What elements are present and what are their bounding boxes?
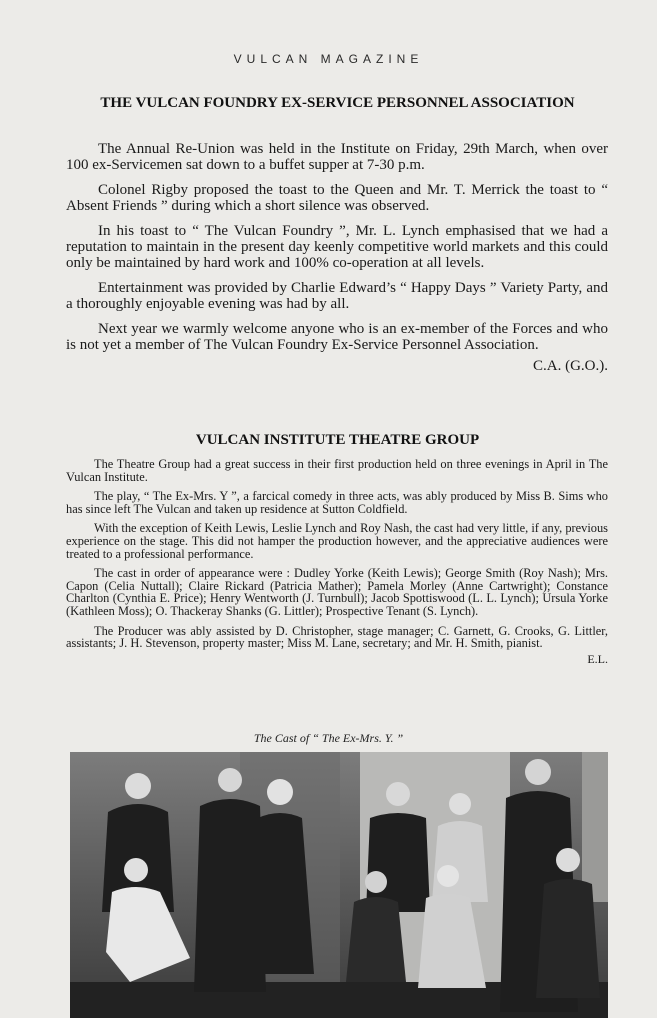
article2-paragraph-4: The cast in order of appearance were : Dudley Yorke (Keith Lewis); George Smith (Roy Nash); Mrs. Capon (Celia Nuttall); Claire Rickard (Patricia Mather); Pamela Morley (Anne Cartwright); Constance Charlton (Cynthia E. Price); Henry Wentworth (J. Turnbull); Jacob Spottiswood (L. L. Lynch); Ursula Yorke (Kathleen Moss); O. Thackeray Shanks (G. Littler); Prospective Tenant (S. Lynch). xyxy=(66,566,608,618)
article1-paragraph-1: The Annual Re-Union was held in the Institute on Friday, 29th March, when over 100 ex-Servicemen sat down to a buffet supper at 7-30 p.m. xyxy=(66,141,608,173)
article2-paragraph-1: The Theatre Group had a great success in their first production held on three evenings in April in The Vulcan Institute. xyxy=(66,457,608,484)
article2-signature: E.L. xyxy=(587,651,608,666)
cast-photo-illustration xyxy=(70,752,608,1018)
article1-paragraph-2: Colonel Rigby proposed the toast to the Queen and Mr. T. Merrick the toast to “ Absent Friends ” during which a short silence was observed. xyxy=(66,182,608,214)
article1-paragraph-4: Entertainment was provided by Charlie Edward’s “ Happy Days ” Variety Party, and a thoroughly enjoyable evening was had by all. xyxy=(66,280,608,312)
article1-title: THE VULCAN FOUNDRY EX-SERVICE PERSONNEL ASSOCIATION xyxy=(100,95,575,111)
article1-signature: C.A. (G.O.). xyxy=(533,358,608,374)
article2-paragraph-3: With the exception of Keith Lewis, Leslie Lynch and Roy Nash, the cast had very little, if any, previous experience on the stage. This did not hamper the production however, and the appreciative audiences were treated to a professional performance. xyxy=(66,521,608,561)
cast-photo xyxy=(70,752,608,1018)
masthead: VULCAN MAGAZINE xyxy=(233,52,424,66)
article2-body xyxy=(66,458,608,665)
photo-caption: The Cast of “ The Ex-Mrs. Y. ” xyxy=(253,731,404,745)
article2-paragraph-2: The play, “ The Ex-Mrs. Y ”, a farcical comedy in three acts, was ably produced by Miss B. Sims who has since left The Vulcan and taken up residence at Sutton Coldfield. xyxy=(66,489,608,516)
article1-paragraph-3: In his toast to “ The Vulcan Foundry ”, Mr. L. Lynch emphasised that we had a reputation to maintain in the present day keenly competitive world markets and this could only be maintained by hard work and 100% co-operation at all levels. xyxy=(66,223,608,271)
article1-body xyxy=(66,141,608,374)
article2-title: VULCAN INSTITUTE THEATRE GROUP xyxy=(195,432,480,448)
article1-paragraph-5: Next year we warmly welcome anyone who is an ex-member of the Forces and who is not yet a member of The Vulcan Foundry Ex-Service Personnel Association. xyxy=(66,321,608,353)
article2-paragraph-5: The Producer was ably assisted by D. Christopher, stage manager; C. Garnett, G. Crooks, G. Littler, assistants; J. H. Stevenson, property master; Miss M. Lane, secretary; and Mr. H. Smith, pianist. xyxy=(66,623,608,651)
